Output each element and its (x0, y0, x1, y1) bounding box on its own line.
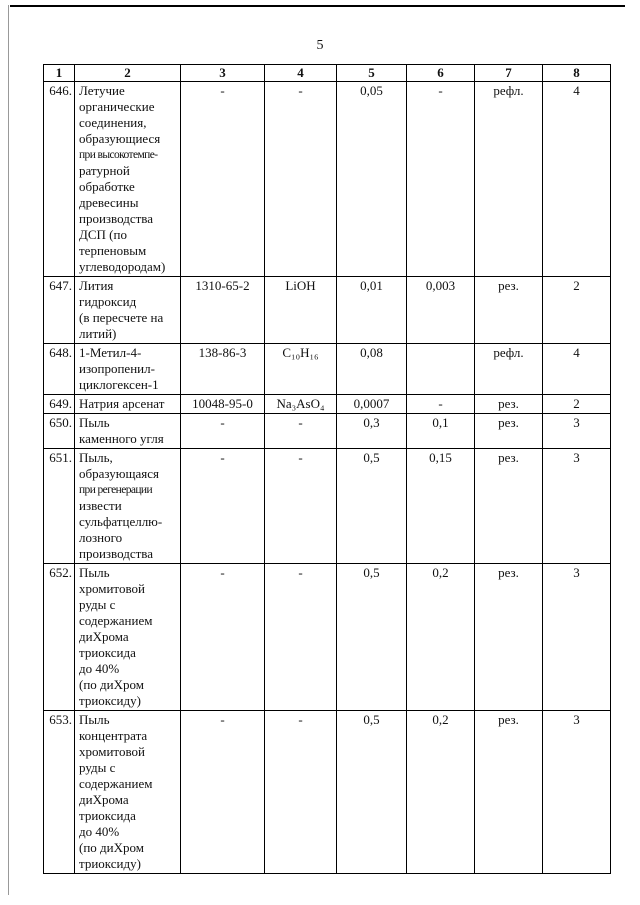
substance-name-line: Натрия арсенат (79, 396, 165, 411)
hazard-class: 3 (543, 414, 611, 449)
substance-name (75, 414, 181, 449)
value-col7: рез. (475, 395, 543, 414)
formula: Na₃AsO₄ (265, 395, 337, 414)
column-header: 2 (75, 65, 181, 82)
value-col5: 0,5 (337, 564, 407, 711)
value-col6 (407, 344, 475, 395)
page-number: 5 (316, 38, 324, 53)
substance-name-line: образующаяся (79, 466, 159, 481)
substance-name-line: древесины (79, 195, 139, 210)
value-col6: 0,2 (407, 711, 475, 874)
value-col7: рез. (475, 449, 543, 564)
substance-name-line: при регенерации (79, 484, 153, 496)
substance-name-line: до 40% (79, 661, 120, 676)
hazard-class: 2 (543, 395, 611, 414)
value-col7: рез. (475, 414, 543, 449)
substance-name-line: лозного (79, 530, 123, 545)
value-col7: рез. (475, 564, 543, 711)
substance-name-line: руды с (79, 760, 116, 775)
row-number: 649. (44, 395, 75, 414)
value-col5: 0,08 (337, 344, 407, 395)
substance-name-line: каменного угля (79, 431, 164, 446)
substance-name-line: ратурной (79, 163, 130, 178)
substance-name-line: сульфатцеллю- (79, 514, 163, 529)
cas-number: 1310-65-2 (181, 277, 265, 344)
cas-number: - (181, 711, 265, 874)
value-col5: 0,5 (337, 711, 407, 874)
value-col5: 0,5 (337, 449, 407, 564)
table-row (44, 82, 611, 277)
substance-name-line: Пыль, (79, 450, 113, 465)
value-col6: - (407, 82, 475, 277)
table-row (44, 277, 611, 344)
substance-name-line: триоксиду) (79, 856, 141, 871)
substance-name-line: (по диХром (79, 677, 144, 692)
substance-name-line: диХрома (79, 629, 129, 644)
substance-name-line: руды с (79, 597, 116, 612)
value-col5: 0,0007 (337, 395, 407, 414)
column-header: 4 (265, 65, 337, 82)
substance-name-line: при высокотемпе- (79, 149, 158, 161)
table-header-row (44, 65, 611, 82)
substance-name-line: ДСП (по (79, 227, 127, 242)
value-col7: рефл. (475, 82, 543, 277)
substance-name-line: Лития (79, 278, 114, 293)
table-row (44, 414, 611, 449)
substance-name (75, 82, 181, 277)
substance-name-line: (в пересчете на (79, 310, 164, 325)
row-number: 647. (44, 277, 75, 344)
row-number: 651. (44, 449, 75, 564)
substance-name-line: циклогексен-1 (79, 377, 159, 392)
substance-name-line: содержанием (79, 613, 153, 628)
hazard-class: 4 (543, 82, 611, 277)
substance-name-line: (по диХром (79, 840, 144, 855)
substance-name (75, 449, 181, 564)
cas-number: - (181, 564, 265, 711)
substance-name-line: содержанием (79, 776, 153, 791)
substance-name-line: углеводородам) (79, 259, 166, 274)
column-header: 7 (475, 65, 543, 82)
hazard-class: 3 (543, 564, 611, 711)
formula: - (265, 82, 337, 277)
value-col6: 0,003 (407, 277, 475, 344)
substance-name (75, 395, 181, 414)
hazard-class: 3 (543, 711, 611, 874)
table-row (44, 564, 611, 711)
substance-table (43, 64, 611, 874)
substance-name-line: хромитовой (79, 744, 145, 759)
substance-name-line: обработке (79, 179, 135, 194)
substance-name-line: диХрома (79, 792, 129, 807)
substance-name-line: извести (79, 498, 122, 513)
row-number: 650. (44, 414, 75, 449)
substance-name (75, 564, 181, 711)
value-col7: рез. (475, 711, 543, 874)
column-header: 3 (181, 65, 265, 82)
left-border-line (8, 5, 9, 895)
value-col6: 0,2 (407, 564, 475, 711)
substance-name-line: изопропенил- (79, 361, 155, 376)
column-header: 1 (44, 65, 75, 82)
substance-name-line: триоксида (79, 808, 136, 823)
value-col6: - (407, 395, 475, 414)
cas-number: - (181, 414, 265, 449)
substance-name-line: литий) (79, 326, 117, 341)
column-header: 5 (337, 65, 407, 82)
substance-name-line: гидроксид (79, 294, 137, 309)
column-header: 6 (407, 65, 475, 82)
substance-name-line: производства (79, 211, 154, 226)
formula: - (265, 564, 337, 711)
table-row (44, 711, 611, 874)
substance-name-line: производства (79, 546, 154, 561)
formula: - (265, 414, 337, 449)
value-col5: 0,05 (337, 82, 407, 277)
formula: - (265, 449, 337, 564)
substance-name (75, 277, 181, 344)
substance-name (75, 711, 181, 874)
cas-number: - (181, 82, 265, 277)
row-number: 646. (44, 82, 75, 277)
cas-number: 138-86-3 (181, 344, 265, 395)
substance-name-line: триоксиду) (79, 693, 141, 708)
substance-name-line: концентрата (79, 728, 148, 743)
substance-name-line: соединения, (79, 115, 147, 130)
value-col5: 0,01 (337, 277, 407, 344)
table-row (44, 344, 611, 395)
formula: C₁₀H₁₆ (265, 344, 337, 395)
formula: - (265, 711, 337, 874)
substance-name-line: Пыль (79, 415, 110, 430)
substance-name-line: 1-Метил-4- (79, 345, 142, 360)
value-col6: 0,15 (407, 449, 475, 564)
top-border-line (10, 5, 625, 7)
substance-name-line: Пыль (79, 712, 110, 727)
substance-name-line: образующиеся (79, 131, 161, 146)
substance-name-line: Пыль (79, 565, 110, 580)
substance-name-line: Летучие (79, 83, 125, 98)
hazard-class: 3 (543, 449, 611, 564)
substance-name-line: триоксида (79, 645, 136, 660)
value-col5: 0,3 (337, 414, 407, 449)
value-col6: 0,1 (407, 414, 475, 449)
row-number: 652. (44, 564, 75, 711)
row-number: 648. (44, 344, 75, 395)
row-number: 653. (44, 711, 75, 874)
cas-number: 10048-95-0 (181, 395, 265, 414)
formula: LiOH (265, 277, 337, 344)
hazard-class: 4 (543, 344, 611, 395)
substance-name (75, 344, 181, 395)
substance-name-line: терпеновым (79, 243, 147, 258)
value-col7: рефл. (475, 344, 543, 395)
column-header: 8 (543, 65, 611, 82)
substance-name-line: хромитовой (79, 581, 145, 596)
hazard-class: 2 (543, 277, 611, 344)
table-row (44, 395, 611, 414)
substance-name-line: органические (79, 99, 155, 114)
table-row (44, 449, 611, 564)
cas-number: - (181, 449, 265, 564)
substance-name-line: до 40% (79, 824, 120, 839)
value-col7: рез. (475, 277, 543, 344)
